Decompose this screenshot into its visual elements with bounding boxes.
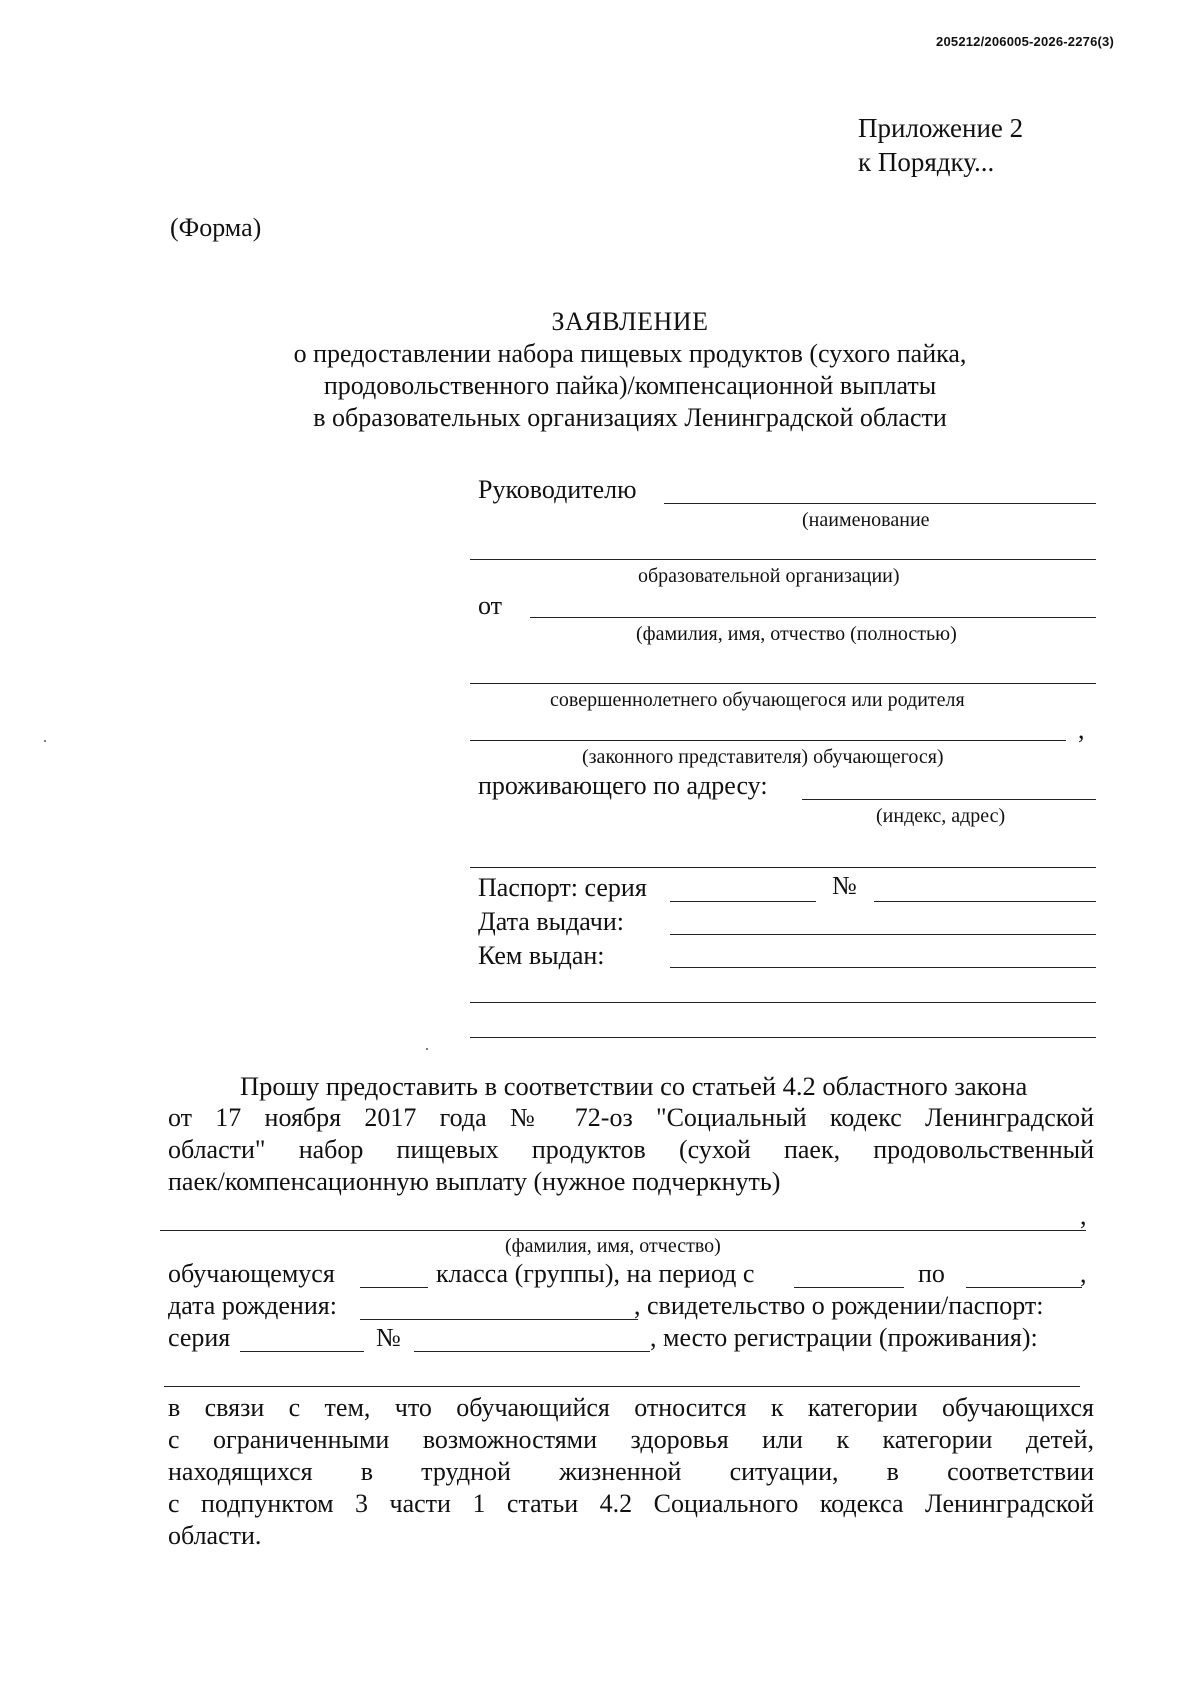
document-title: ЗАЯВЛЕНИЕ — [551, 307, 709, 336]
registration-field[interactable] — [164, 1386, 1080, 1387]
issue-date-label: Дата выдачи: — [478, 907, 625, 936]
appendix-line-2: к Порядку... — [858, 147, 995, 177]
request-line-4: паек/компенсационную выплату (нужное подчеркнуть) — [168, 1167, 781, 1196]
comma-mark: , — [1078, 715, 1085, 744]
comma-mark-2: , — [1080, 1201, 1087, 1230]
comma-mark-3: , — [1080, 1259, 1087, 1288]
student-name-field[interactable] — [160, 1230, 1086, 1231]
issued-by-label: Кем выдан: — [478, 941, 605, 970]
series-field[interactable] — [240, 1351, 364, 1352]
applicant-name-field[interactable] — [530, 617, 1096, 618]
reason-line-5: области. — [168, 1521, 262, 1550]
reason-line-3: находящихся в трудной жизненной ситуации, в соответствии — [168, 1457, 1094, 1486]
document-number: 205212/206005-2026-2276(3) — [936, 34, 1114, 49]
reason-line-1: в связи с тем, что обучающийся относится к категории обучающихся — [168, 1393, 1094, 1422]
title-line-3: в образовательных организациях Ленинградской области — [313, 403, 947, 432]
request-line-3: области" набор пищевых продуктов (сухой паек, продовольственный — [168, 1135, 1094, 1164]
hint-fio-full: (фамилия, имя, отчество (полностью) — [636, 623, 957, 645]
applicant-extra-field-2[interactable] — [470, 740, 1066, 741]
hint-representative: (законного представителя) обучающегося) — [582, 746, 944, 768]
issued-by-field-2[interactable] — [470, 1002, 1096, 1003]
issue-date-field[interactable] — [670, 934, 1096, 935]
from-label: от — [478, 591, 503, 620]
issued-by-field[interactable] — [670, 967, 1096, 968]
applicant-extra-field[interactable] — [470, 683, 1096, 684]
period-from-field[interactable] — [794, 1287, 904, 1288]
period-to-field[interactable] — [966, 1287, 1082, 1288]
address-field-2[interactable] — [470, 867, 1096, 868]
student-label: обучающемуся — [168, 1259, 335, 1288]
scan-speck — [44, 740, 46, 742]
scan-speck — [426, 1048, 428, 1050]
class-field[interactable] — [360, 1287, 428, 1288]
address-label: проживающего по адресу: — [478, 771, 768, 800]
class-label: класса (группы), на период с — [436, 1259, 755, 1288]
document-number-field[interactable] — [414, 1351, 650, 1352]
title-line-1: о предоставлении набора пищевых продуктов (сухого пайка, — [293, 339, 967, 368]
passport-series-label: Паспорт: серия — [478, 873, 647, 902]
form-label: (Форма) — [170, 213, 262, 242]
hint-name: (наименование — [802, 509, 930, 531]
issued-by-field-3[interactable] — [470, 1037, 1096, 1038]
head-name-field[interactable] — [664, 503, 1096, 504]
registration-label: , место регистрации (проживания): — [650, 1323, 1038, 1352]
request-line-1: Прошу предоставить в соответствии со статьей 4.2 областного закона — [240, 1071, 1028, 1101]
hint-org: образовательной организации) — [638, 565, 900, 587]
org-name-field[interactable] — [470, 559, 1096, 560]
address-field[interactable] — [802, 799, 1096, 800]
series-label: серия — [168, 1323, 231, 1352]
number-sign-2: № — [376, 1323, 401, 1352]
request-line-2: от 17 ноября 2017 года № 72-оз "Социальный кодекс Ленинградской — [168, 1103, 1094, 1132]
period-to-label: по — [918, 1259, 945, 1288]
passport-number-sign: № — [832, 871, 857, 900]
appendix-line-1: Приложение 2 — [858, 113, 1024, 143]
hint-address: (индекс, адрес) — [876, 805, 1006, 827]
reason-line-4: с подпунктом 3 части 1 статьи 4.2 Социального кодекса Ленинградской — [168, 1489, 1094, 1518]
title-line-2: продовольственного пайка)/компенсационной выплаты — [323, 371, 937, 400]
hint-student-fio: (фамилия, имя, отчество) — [505, 1235, 721, 1257]
passport-number-field[interactable] — [874, 901, 1096, 902]
birth-date-field[interactable] — [360, 1319, 638, 1320]
reason-line-2: с ограниченными возможностями здоровья или к категории детей, — [168, 1425, 1094, 1454]
to-head-label: Руководителю — [478, 475, 637, 504]
passport-series-field[interactable] — [670, 901, 816, 902]
hint-student: совершеннолетнего обучающегося или родителя — [550, 689, 965, 711]
birth-date-label: дата рождения: — [168, 1291, 337, 1320]
certificate-label: , свидетельство о рождении/паспорт: — [634, 1291, 1044, 1320]
